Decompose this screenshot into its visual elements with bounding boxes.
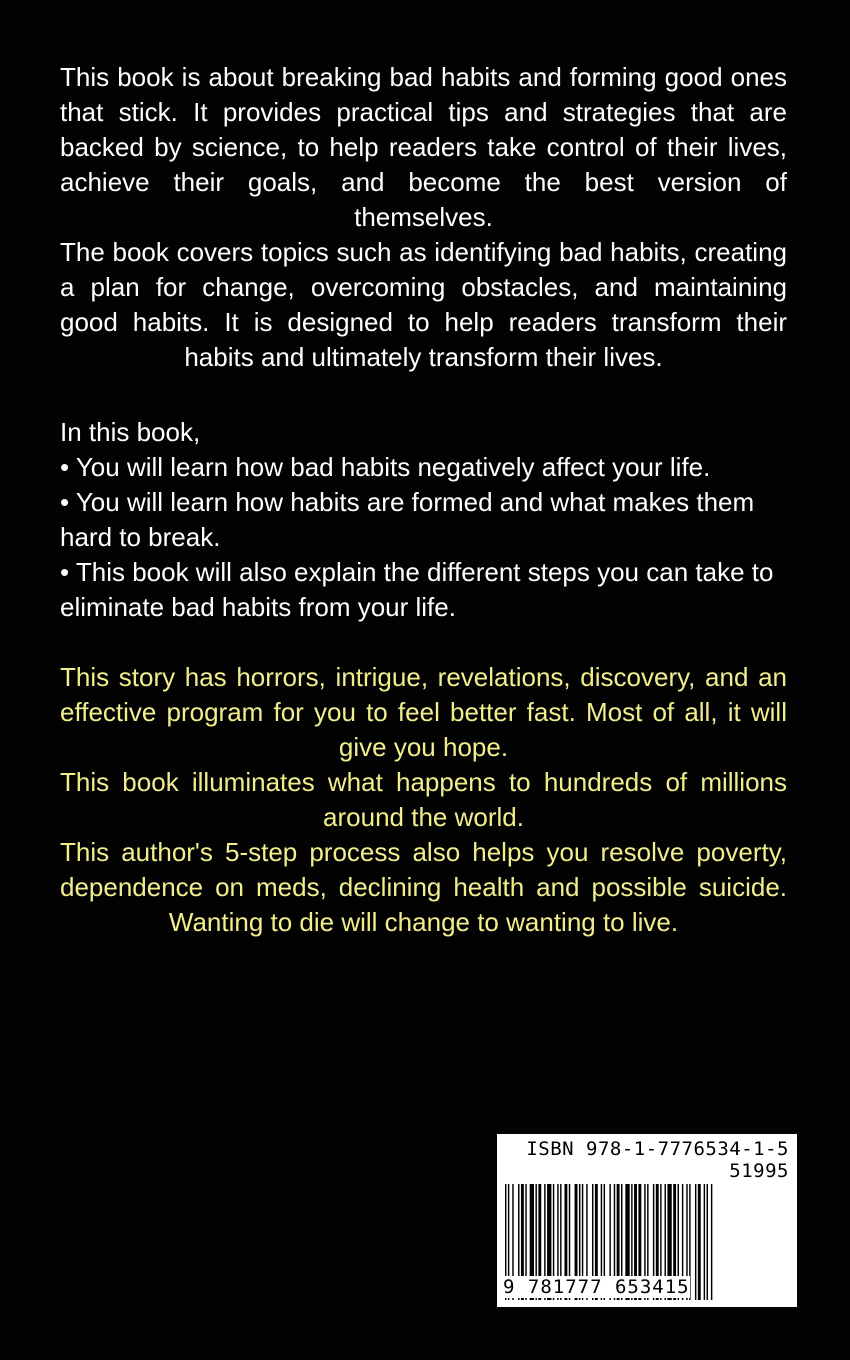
isbn-barcode (497, 1134, 797, 1307)
barcode-bar (695, 1184, 696, 1300)
list-heading: In this book, (60, 417, 201, 447)
barcode-bar (698, 1184, 701, 1300)
list-item: • You will learn how bad habits negatively affect your life. (60, 452, 711, 482)
intro-paragraph-2: The book covers topics such as identifying bad habits, creating a plan for change, overcoming obstacles, and maintaining good habits. It is designed to help readers transform their habits and ultimately transform their lives. (60, 237, 787, 372)
promo-section (60, 660, 787, 940)
barcode-bar (711, 1184, 712, 1300)
price-code: 51995 (729, 1160, 789, 1182)
contents-list (60, 415, 787, 625)
intro-paragraph-1: This book is about breaking bad habits and forming good ones that stick. It provides practical tips and strategies that are backed by science, to help readers take control of their lives, achieve their goals, and become the best version of themselves. (60, 62, 787, 232)
promo-paragraph-3: This author's 5-step process also helps you resolve poverty, dependence on meds, declining health and possible suicide. Wanting to die will change to wanting to live. (60, 837, 787, 937)
barcode-digits: 9 781777 653415 (503, 1276, 690, 1298)
promo-paragraph-2: This book illuminates what happens to hundreds of millions around the world. (60, 767, 787, 832)
list-item: • This book will also explain the different steps you can take to eliminate bad habits from your life. (60, 557, 774, 622)
barcode-bar (707, 1184, 708, 1300)
promo-paragraph-1: This story has horrors, intrigue, revelations, discovery, and an effective program for you to feel better fast. Most of all, it will give you hope. (60, 662, 787, 762)
intro-section (60, 60, 787, 375)
list-item: • You will learn how habits are formed and what makes them hard to break. (60, 487, 755, 552)
isbn-label: ISBN 978-1-7776534-1-5 (526, 1138, 789, 1160)
barcode-bar (704, 1184, 705, 1300)
